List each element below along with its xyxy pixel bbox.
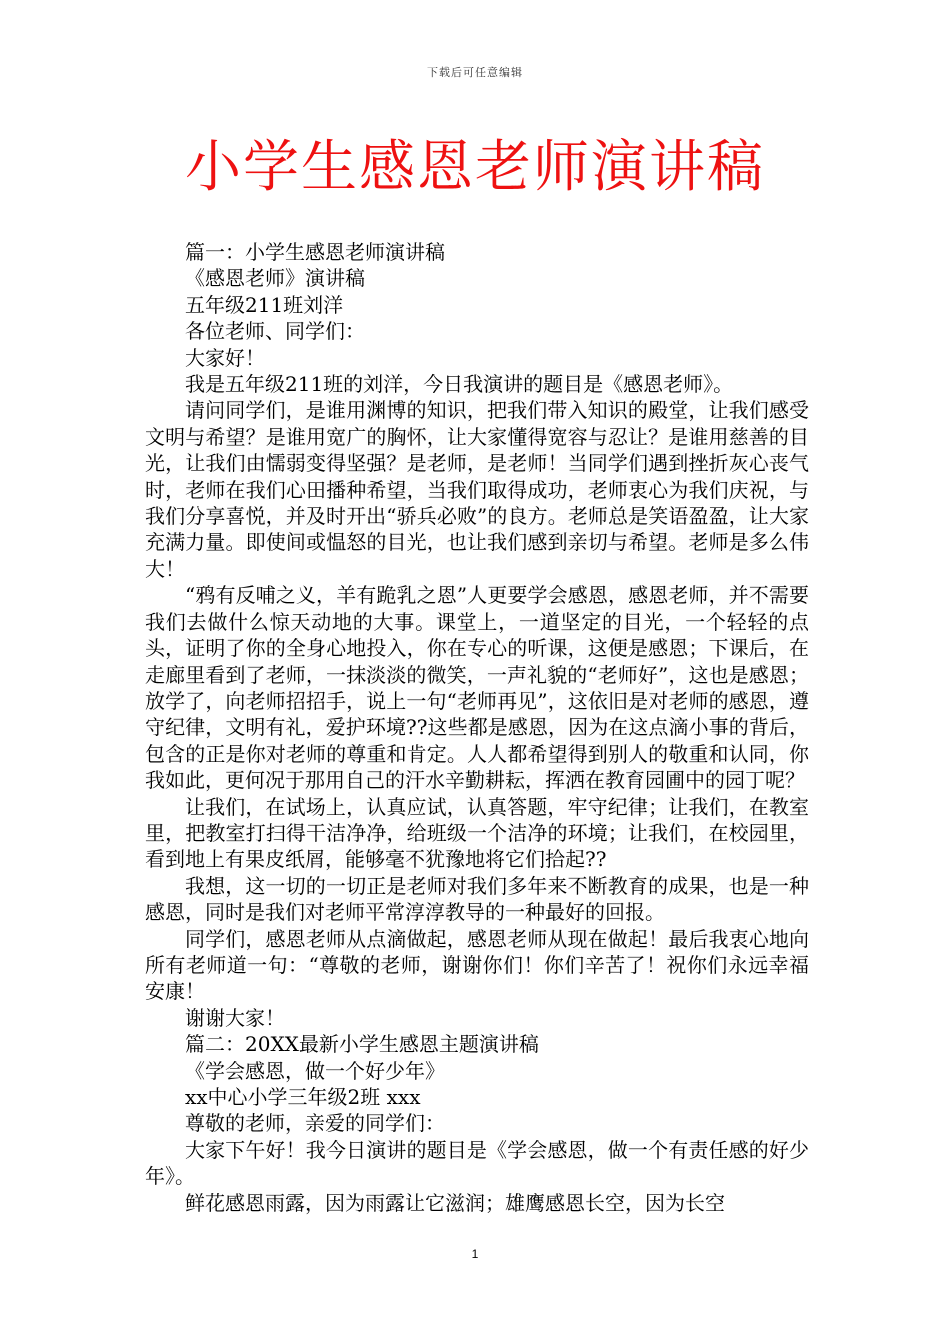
paragraph: 同学们，感恩老师从点滴做起，感恩老师从现在做起！最后我衷心地向所有老师道一句：“尊敬的老师，谢谢你们！你们辛苦了！祝你们永远幸福安康！ bbox=[145, 926, 809, 1004]
paragraph: 让我们，在试场上，认真应试，认真答题，牢守纪律；让我们，在教室里，把教室打扫得干洁净净，给班级一个洁净的环境；让我们，在校园里，看到地上有果皮纸屑，能够毫不犹豫地将它们拾起?? bbox=[145, 794, 809, 872]
document-title: 小学生感恩老师演讲稿 bbox=[185, 135, 765, 200]
paragraph: 我是五年级211班的刘洋，今日我演讲的题目是《感恩老师》。 bbox=[185, 372, 734, 397]
paragraph: 各位老师、同学们： bbox=[185, 319, 365, 344]
paragraph: 《感恩老师》演讲稿 bbox=[185, 266, 365, 291]
paragraph: 大家好！ bbox=[185, 345, 265, 370]
paragraph: 大家下午好！我今日演讲的题目是《学会感恩，做一个有责任感的好少年》。 bbox=[145, 1137, 809, 1189]
paragraph: 《学会感恩，做一个好少年》 bbox=[185, 1058, 445, 1083]
paragraph: xx中心小学三年级2班 xxx bbox=[185, 1085, 421, 1109]
paragraph: 尊敬的老师，亲爱的同学们： bbox=[185, 1111, 445, 1136]
header-note: 下载后可任意编辑 bbox=[427, 66, 523, 79]
paragraph: 请问同学们，是谁用渊博的知识，把我们带入知识的殿堂，让我们感受文明与希望？是谁用宽广的胸怀，让大家懂得宽容与忍让？是谁用慈善的目光，让我们由懦弱变得坚强？是老师，是老师！当同学们遇到挫折灰心丧气时，老师在我们心田播种希望，当我们取得成功，老师衷心为我们庆祝，与我们分享喜悦，并及时开出“骄兵必败”的良方。老师总是笑语盈盈，让大家充满力量。即使间或愠怒的目光，也让我们感到亲切与希望。老师是多么伟大！ bbox=[145, 398, 809, 581]
paragraph: 篇二：20XX最新小学生感恩主题演讲稿 bbox=[185, 1032, 539, 1057]
paragraph: 谢谢大家！ bbox=[185, 1005, 285, 1030]
paragraph: 五年级211班刘洋 bbox=[185, 292, 344, 317]
page-number: 1 bbox=[471, 1247, 479, 1261]
paragraph: 我想，这一切的一切正是老师对我们多年来不断教育的成果，也是一种感恩，同时是我们对老师平常淳淳教导的一种最好的回报。 bbox=[145, 873, 809, 925]
paragraph: 鲜花感恩雨露，因为雨露让它滋润；雄鹰感恩长空，因为长空 bbox=[185, 1190, 725, 1215]
document-body bbox=[145, 239, 809, 1216]
paragraph: “鸦有反哺之义，羊有跪乳之恩”人更要学会感恩，感恩老师，并不需要我们去做什么惊天动地的大事。课堂上，一道坚定的目光，一个轻轻的点头，证明了你的全身心地投入，你在专心的听课，这便是感恩；下课后，在走廊里看到了老师，一抹淡淡的微笑，一声礼貌的“老师好”，这也是感恩；放学了，向老师招招手，说上一句“老师再见”，这依旧是对老师的感恩，遵守纪律，文明有礼，爱护环境??这些都是感恩，因为在这点滴小事的背后，包含的正是你对老师的尊重和肯定。人人都希望得到别人的敬重和认同，你我如此，更何况于那用自己的汗水辛勤耕耘，挥洒在教育园圃中的园丁呢？ bbox=[145, 583, 809, 793]
paragraph: 篇一：小学生感恩老师演讲稿 bbox=[185, 240, 445, 264]
